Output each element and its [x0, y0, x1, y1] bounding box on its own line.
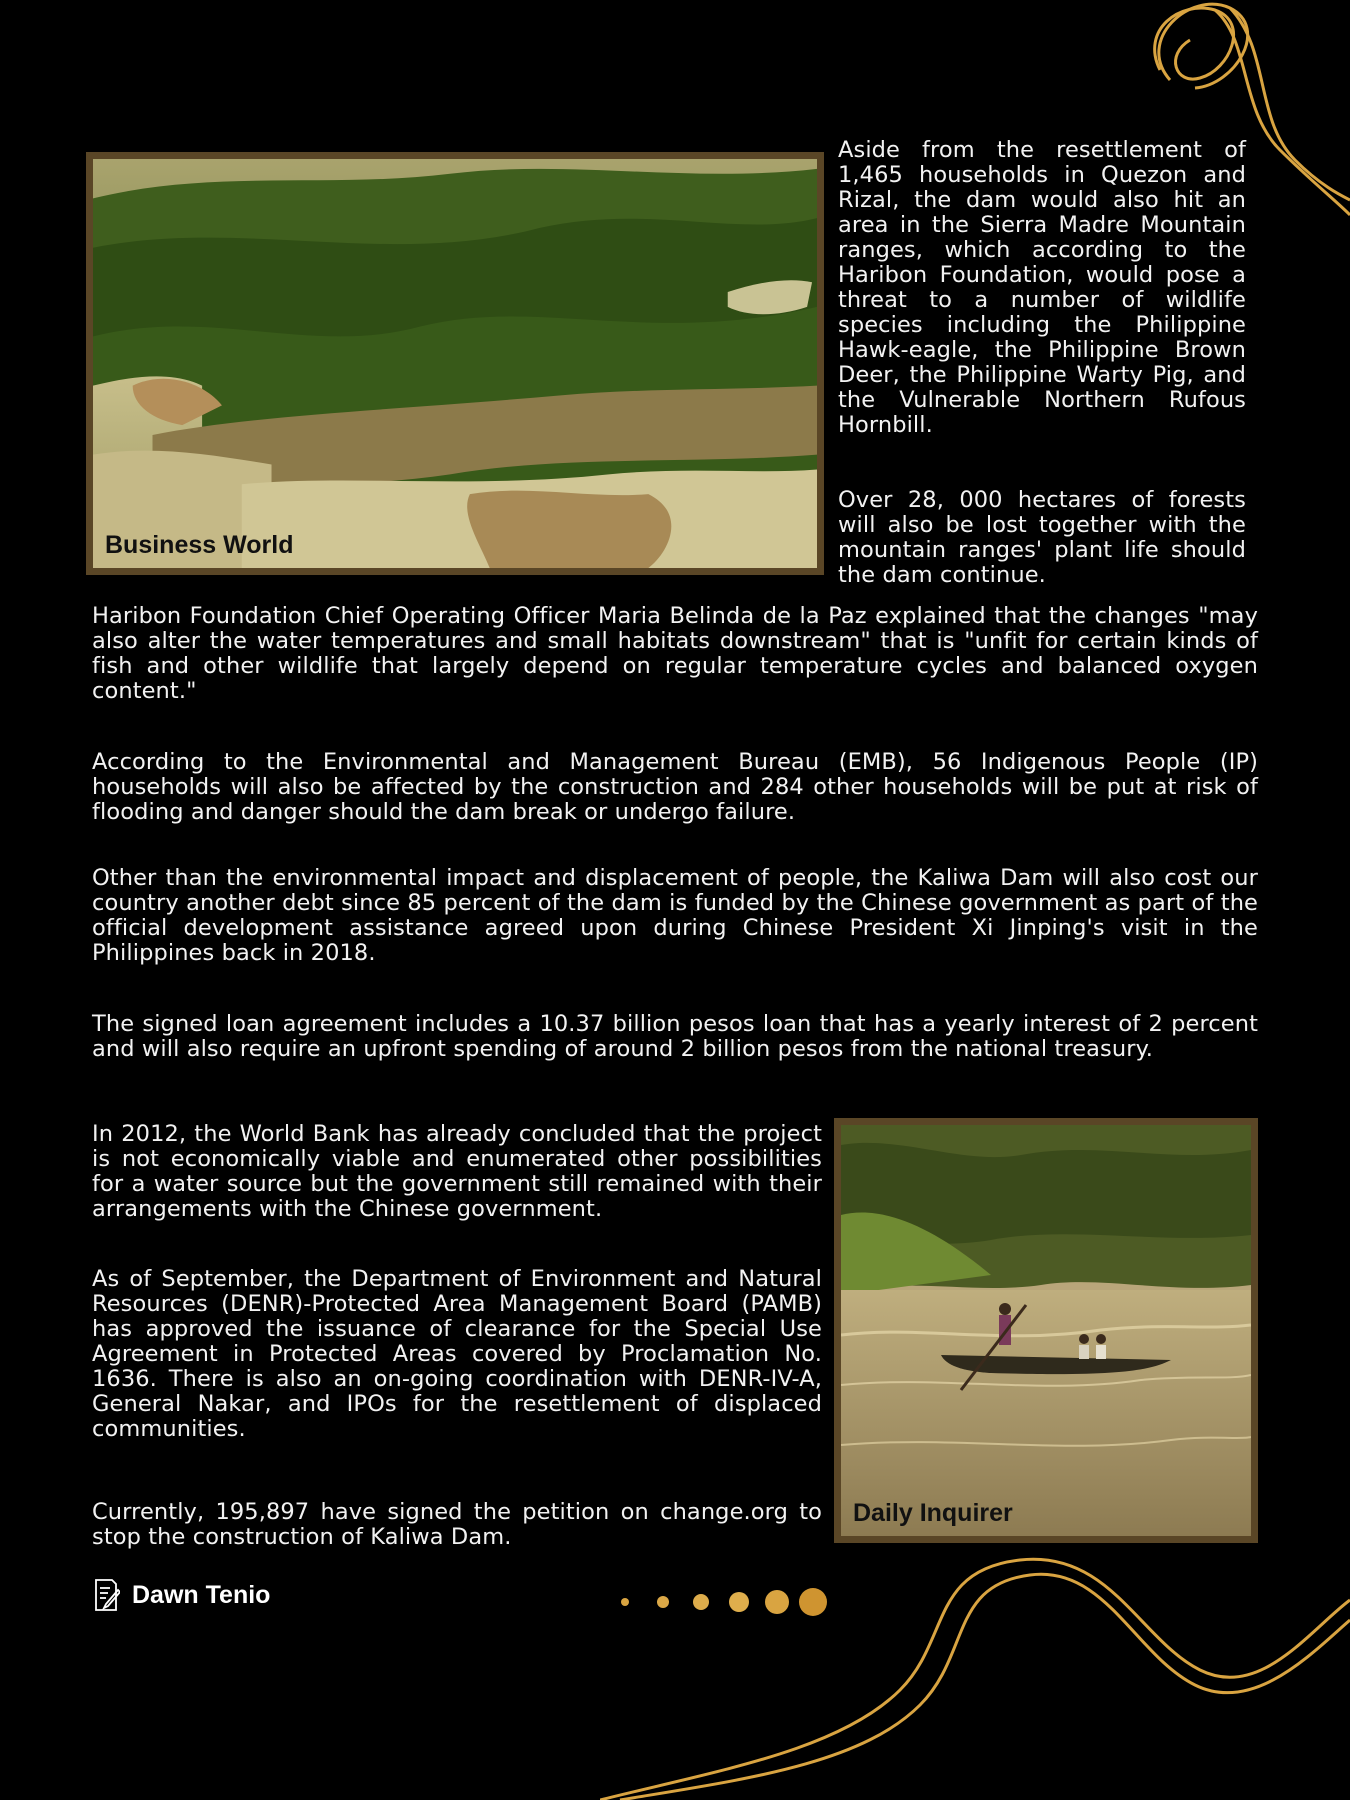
- dot-2: [657, 1596, 669, 1608]
- dot-4: [729, 1592, 749, 1612]
- dot-3: [693, 1594, 709, 1610]
- dot-1: [621, 1598, 629, 1606]
- paragraph-loan: The signed loan agreement includes a 10.37 billion pesos loan that has a yearly interest of 2 percent and will also require an upfront spending of around 2 billion pesos from the national treasury.: [92, 1011, 1258, 1062]
- author-name: Dawn Tenio: [132, 1580, 271, 1609]
- paragraph-denr: As of September, the Department of Environment and Natural Resources (DENR)-Protected Area Management Board (PAMB) has approved the issuance of clearance for the Special Use Agreement in Protected Areas covered by Proclamation No. 1636. There is also an on-going coordination with DENR-IV-A, General Nakar, and IPOs for the resettlement of displaced communities.: [92, 1266, 822, 1442]
- dam-aerial-image: [93, 159, 817, 568]
- dot-6: [799, 1588, 827, 1616]
- paragraph-debt: Other than the environmental impact and displacement of people, the Kaliwa Dam will also cost our country another debt since 85 percent of the dam is funded by the Chinese government as part of the official development assistance agreed upon during Chinese President Xi Jinping's visit in the Philippines back in 2018.: [92, 865, 1258, 966]
- river-boat-image: [841, 1125, 1251, 1536]
- decorative-dots: [612, 1585, 832, 1619]
- paragraph-forests: Over 28, 000 hectares of forests will also be lost together with the mountain ranges' plant life should the dam continue.: [838, 487, 1246, 588]
- paragraph-emb: According to the Environmental and Management Bureau (EMB), 56 Indigenous People (IP) households will also be affected by the construction and 284 other households will be put at risk of flooding and danger should the dam break or undergo failure.: [92, 749, 1258, 825]
- river-boat-photo: [834, 1118, 1258, 1543]
- paragraph-world-bank: In 2012, the World Bank has already concluded that the project is not economically viable and enumerated other possibilities for a water source but the government still remained with their arrangements with the Chinese government.: [92, 1121, 822, 1222]
- paragraph-wildlife: Aside from the resettlement of 1,465 households in Quezon and Rizal, the dam would also hit an area in the Sierra Madre Mountain ranges, which according to the Haribon Foundation, would pose a threat to a number of wildlife species including the Philippine Hawk-eagle, the Philippine Brown Deer, the Philippine Warty Pig, and the Vulnerable Northern Rufous Hornbill.: [838, 137, 1246, 438]
- writing-icon: [92, 1578, 120, 1612]
- photo-caption-business-world: Business World: [105, 531, 294, 559]
- dot-5: [765, 1590, 789, 1614]
- dam-aerial-photo: [86, 152, 824, 575]
- author-byline: [92, 1578, 270, 1612]
- paragraph-petition: Currently, 195,897 have signed the petition on change.org to stop the construction of Kaliwa Dam.: [92, 1499, 822, 1550]
- photo-caption-daily-inquirer: Daily Inquirer: [853, 1499, 1013, 1527]
- paragraph-haribon: Haribon Foundation Chief Operating Officer Maria Belinda de la Paz explained that the changes "may also alter the water temperatures and small habitats downstream" that is "unfit for certain kinds of fish and other wildlife that largely depend on regular temperature cycles and balanced oxygen content.": [92, 603, 1258, 704]
